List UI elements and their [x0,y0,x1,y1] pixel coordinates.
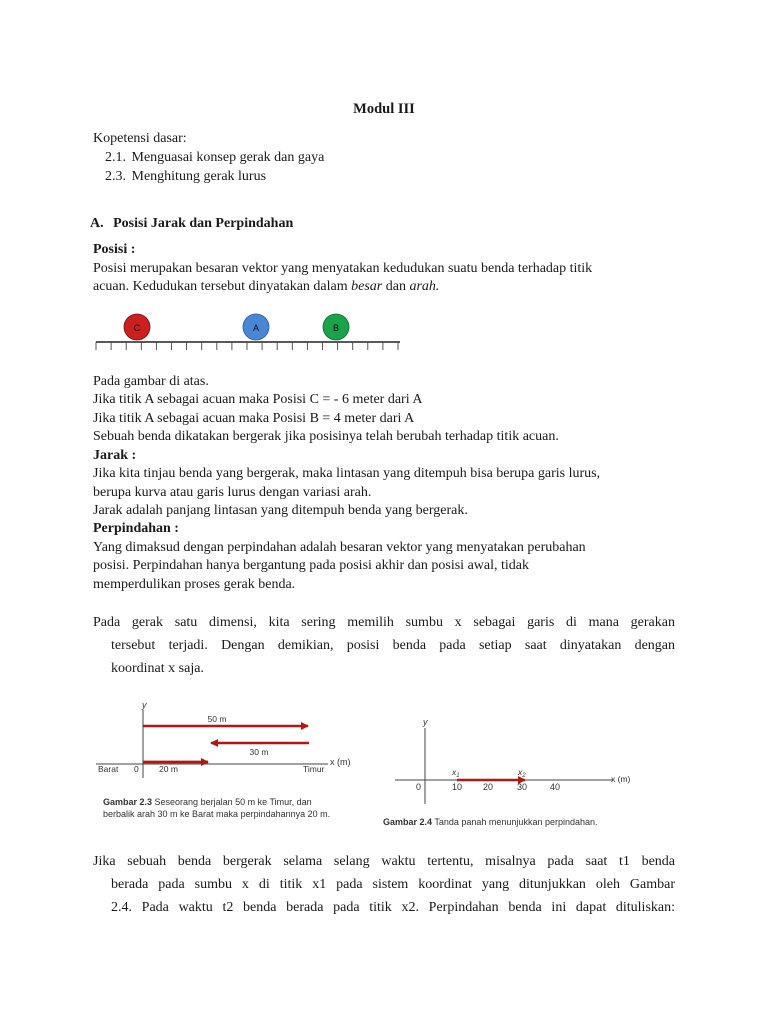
posisi-emphasis: arah. [409,279,440,294]
perpindahan-line: posisi. Perpindahan hanya bergantung pada posisi akhir dan posisi awal, tidak [93,558,529,573]
posisi-text: dan [382,279,410,294]
figure-2-3-caption-title: Gambar 2.3 [103,797,153,807]
perpindahan-line: Yang dimaksud dengan perpindahan adalah besaran vektor yang menyatakan perubahan [93,540,586,555]
posisi-heading: Posisi : [93,242,136,257]
jarak-heading: Jarak : [93,448,137,463]
paragraph-row: Jika sebuah benda bergerak selama selang waktu tertentu, misalnya pada saat t1 benda [93,854,675,869]
tick-label: 20 [483,782,494,792]
point-c-label: C [133,323,141,333]
x1-subscript: 1 [456,773,460,779]
kompetensi-item-number: 2.1. [105,150,126,165]
tick-label: 0 [416,782,422,792]
posisi-text: acuan. Kedudukan tersebut dinyatakan dalam [93,279,352,294]
origin-label: 0 [134,764,139,774]
tick-label: 30 [517,782,528,792]
tick-label: 40 [550,782,561,792]
perpindahan-line: memperdulikan proses gerak benda. [93,577,296,592]
explanation-line: Pada gambar di atas. [93,374,209,389]
perpindahan-heading: Perpindahan : [93,521,179,536]
x2-label [517,767,526,779]
west-label: Barat [98,764,119,774]
arrow-50m-label: 50 m [207,714,227,724]
figure-2-3-caption-text: Seseorang berjalan 50 m ke Timur, dan [152,797,312,807]
x2-subscript: 2 [522,773,526,779]
figure-2-4 [395,712,645,806]
x-axis-label: x (m) [611,774,631,784]
x-axis-label: x (m) [330,757,351,767]
paragraph-one-dimension [93,611,675,680]
page-title: Modul III [353,101,415,117]
arrow-20m-label: 20 m [159,764,178,774]
arrow-30m-label: 30 m [249,747,269,757]
explanation-line: Jika titik A sebagai acuan maka Posisi C = - 6 meter dari A [93,392,423,407]
number-line-ticks [96,342,398,350]
kompetensi-item [105,149,324,167]
x1-label [451,767,460,779]
paragraph-row: koordinat x saja. [111,661,204,676]
figure-2-3 [90,698,365,782]
x1-symbol: x [452,767,457,777]
point-b-label: B [332,323,340,333]
section-title: Posisi Jarak dan Perpindahan [113,216,294,231]
jarak-line: Jarak adalah panjang lintasan yang ditempuh benda yang bergerak. [93,503,468,518]
paragraph-row: 2.4. Pada waktu t2 benda berada pada titik x2. Perpindahan benda ini dapat dituliskan: [111,900,675,915]
explanation-line: Jika titik A sebagai acuan maka Posisi B = 4 meter dari A [93,411,415,426]
posisi-emphasis: besar [351,279,383,294]
kompetensi-item-text: Menguasai konsep gerak dan gaya [131,150,325,165]
kompetensi-item-text: Menghitung gerak lurus [131,169,267,184]
kompetensi-item-number: 2.3. [105,169,126,184]
section-letter: A. [90,216,104,231]
tick-label: 10 [452,782,463,792]
position-figure [90,308,410,358]
posisi-line: Posisi merupakan besaran vektor yang menyatakan kedudukan suatu benda terhadap titik [93,261,593,276]
east-label: Timur [303,764,325,774]
jarak-line: Jika kita tinjau benda yang bergerak, maka lintasan yang ditempuh bisa berupa garis lurus, [93,466,601,481]
paragraph-displacement [93,850,675,919]
figure-2-4-caption-title: Gambar 2.4 [383,817,433,827]
kompetensi-item [105,168,266,186]
y-axis-label: y [142,700,147,710]
figure-2-4-caption-text: Tanda panah menunjukkan perpindahan. [432,817,598,827]
paragraph-row: tersebut terjadi. Dengan demikian, posisi benda pada setiap saat dinyatakan dengan [111,638,675,653]
x2-symbol: x [518,767,523,777]
kompetensi-heading: Kopetensi dasar: [93,131,187,146]
figure-2-3-caption-line: berbalik arah 30 m ke Barat maka perpindahannya 20 m. [103,809,331,819]
section-heading [90,215,293,233]
paragraph-row: Pada gerak satu dimensi, kita sering memilih sumbu x sebagai garis di mana gerakan [93,615,675,630]
figure-2-4-caption [383,817,598,827]
point-a-label: A [252,323,260,333]
y-axis-label: y [423,717,428,727]
jarak-line: berupa kurva atau garis lurus dengan variasi arah. [93,485,372,500]
posisi-line [93,278,439,296]
figure-2-3-caption-line [103,797,312,807]
explanation-line: Sebuah benda dikatakan bergerak jika posisinya telah berubah terhadap titik acuan. [93,429,559,444]
paragraph-row: berada pada sumbu x di titik x1 pada sistem koordinat yang ditunjukkan oleh Gambar [111,877,675,892]
